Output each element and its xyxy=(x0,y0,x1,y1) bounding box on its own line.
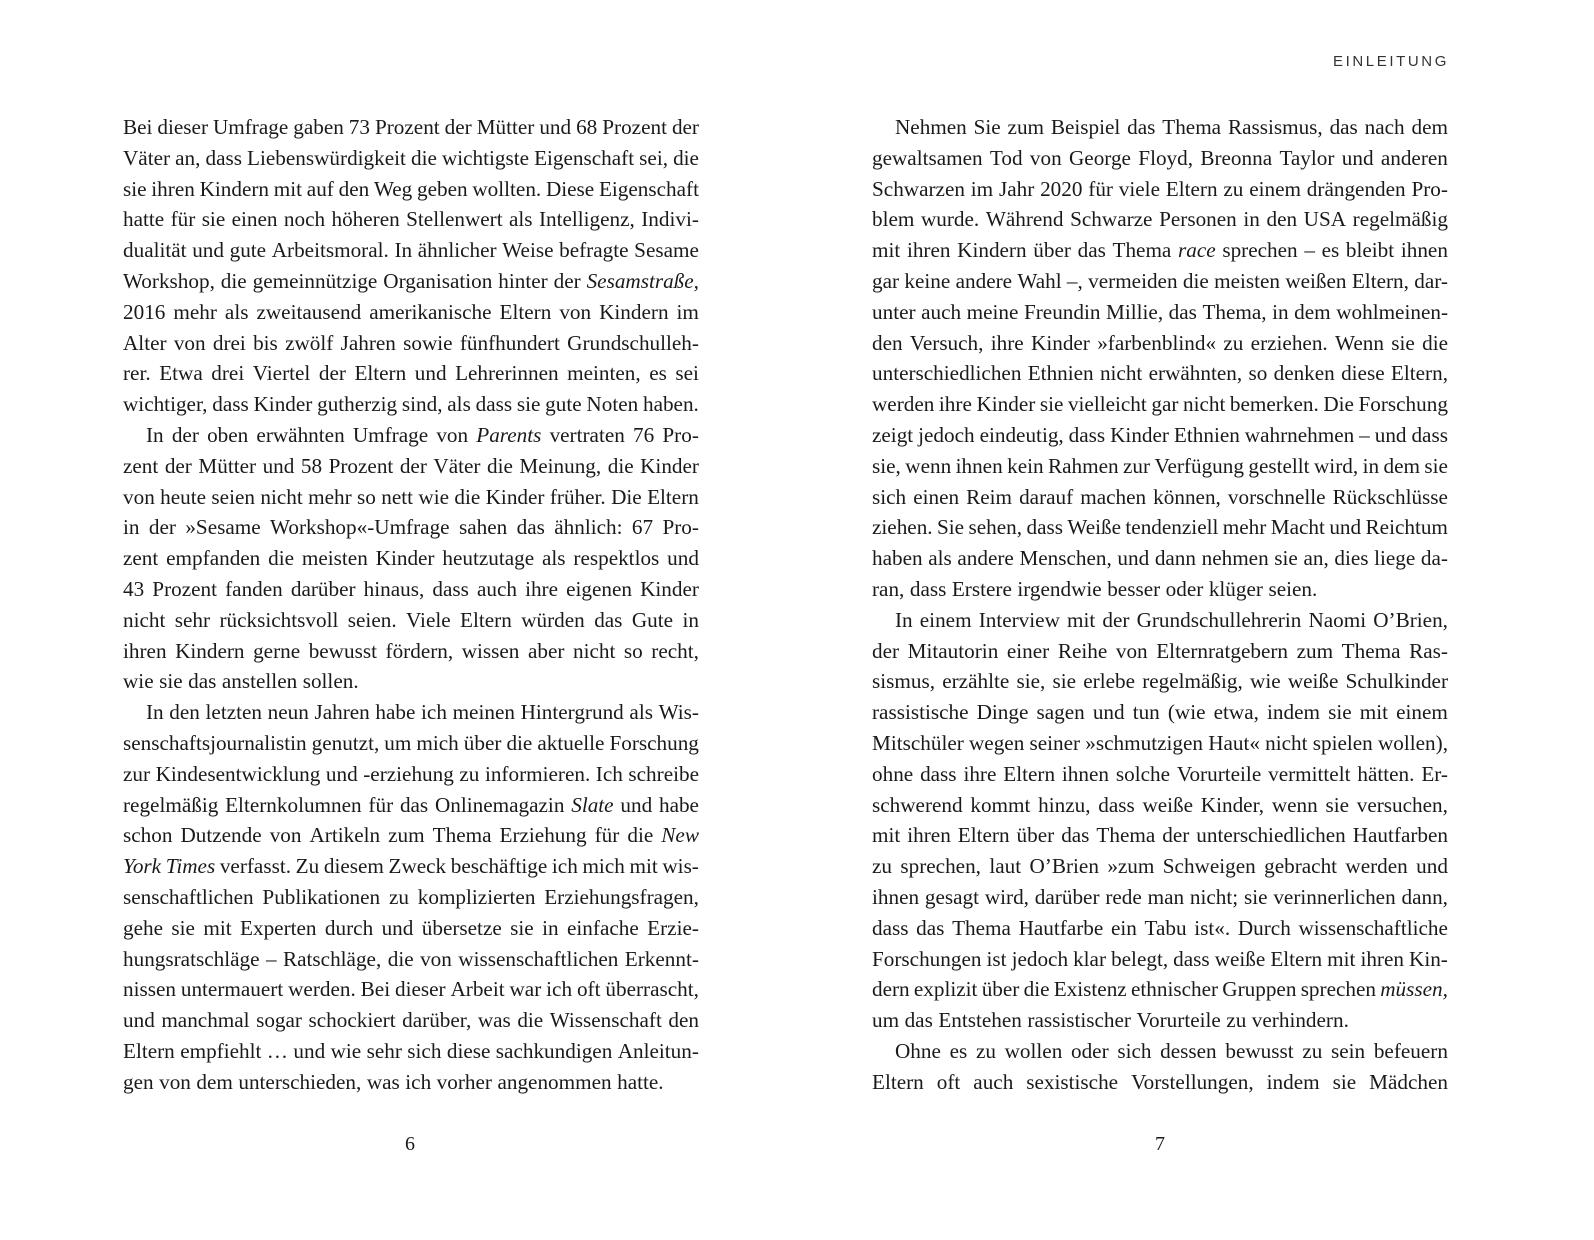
text-line: hungsratschläge – Ratschläge, die von wissenschaftlichen Erkennt- xyxy=(123,946,699,971)
text-line: wie sie das anstellen sollen. xyxy=(123,669,359,694)
text-line: blem wurde. Während Schwarze Personen in den USA regelmäßig xyxy=(872,207,1448,232)
text-line: nicht sehr rücksichtsvoll seien. Viele Eltern würden das Gute in xyxy=(123,607,699,632)
text-line: von heute seien nicht mehr so nett wie die Kinder früher. Die Eltern xyxy=(123,484,699,509)
text-line: ihren Kindern gerne bewusst fördern, wissen aber nicht so recht, xyxy=(123,638,699,663)
text-line: 2016 mehr als zweitausend amerikanische Eltern von Kindern im xyxy=(123,299,699,324)
text-line: Ohne es zu wollen oder sich dessen bewusst zu sein befeuern xyxy=(895,1038,1448,1063)
text-line: senschaftlichen Publikationen zu komplizierten Erziehungsfragen, xyxy=(123,884,699,909)
text-line: unter auch meine Freundin Millie, das Thema, in dem wohlmeinen- xyxy=(872,299,1448,324)
text-line: unterschiedlichen Ethnien nicht erwähnten, so denken diese Eltern, xyxy=(872,361,1448,386)
text-line: ran, dass Erstere irgendwie besser oder klüger seien. xyxy=(872,576,1318,601)
text-line: regelmäßig Elternkolumnen für das Onlinemagazin Slate und habe xyxy=(123,792,699,817)
text-line: Forschungen ist jedoch klar belegt, dass weiße Eltern mit ihren Kin- xyxy=(872,946,1448,971)
text-line: in der »Sesame Workshop«-Umfrage sahen das ähnlich: 67 Pro- xyxy=(123,515,699,540)
text-line: gehe sie mit Experten durch und übersetze sie in einfache Erzie- xyxy=(123,915,699,940)
text-line: zur Kindesentwicklung und -erziehung zu informieren. Ich schreibe xyxy=(123,761,699,786)
text-line: werden ihre Kinder sie vielleicht gar nicht bemerken. Die Forschung xyxy=(872,392,1448,417)
text-line: wichtiger, dass Kinder gutherzig sind, als dass sie gute Noten haben. xyxy=(123,392,699,417)
text-line: rer. Etwa drei Viertel der Eltern und Lehrerinnen meinten, es sei xyxy=(123,361,699,386)
text-line: zu sprechen, laut O’Brien »zum Schweigen gebracht werden und xyxy=(872,854,1448,879)
text-line: mit ihren Eltern über das Thema der unterschiedlichen Hautfarben xyxy=(872,823,1448,848)
text-line: sich einen Reim darauf machen können, vorschnelle Rückschlüsse xyxy=(872,484,1448,509)
text-line: gen von dem unterschieden, was ich vorher angenommen hatte. xyxy=(123,1069,664,1094)
text-line: nissen untermauert werden. Bei dieser Arbeit war ich oft überrascht, xyxy=(123,977,699,1002)
text-line: dern explizit über die Existenz ethnischer Gruppen sprechen müssen, xyxy=(872,977,1448,1002)
text-line: York Times verfasst. Zu diesem Zweck beschäftige ich mich mit wis- xyxy=(123,854,699,879)
text-line: Bei dieser Umfrage gaben 73 Prozent der Mütter und 68 Prozent der xyxy=(123,115,699,139)
body-text xyxy=(123,112,699,1098)
text-line: ihnen gesagt wird, darüber rede man nicht; sie verinnerlichen dann, xyxy=(872,884,1448,909)
body-text xyxy=(872,112,1448,1098)
text-line: Nehmen Sie zum Beispiel das Thema Rassismus, das nach dem xyxy=(895,115,1448,139)
text-line: Schwarzen im Jahr 2020 für viele Eltern zu einem drängenden Pro- xyxy=(872,176,1448,201)
text-line: Alter von drei bis zwölf Jahren sowie fünfhundert Grundschulleh- xyxy=(123,330,699,355)
running-head: EINLEITUNG xyxy=(1332,53,1449,70)
text-line: schwerend kommt hinzu, dass weiße Kinder, wenn sie versuchen, xyxy=(872,792,1448,817)
page-number: 7 xyxy=(1155,1133,1165,1155)
text-line: In der oben erwähnten Umfrage von Parents vertraten 76 Pro- xyxy=(146,422,699,447)
text-line: ohne dass ihre Eltern ihnen solche Vorurteile vermittelt hätten. Er- xyxy=(872,761,1448,786)
text-line: und manchmal sogar schockiert darüber, was die Wissenschaft den xyxy=(123,1008,699,1033)
text-line: um das Entstehen rassistischer Vorurteile zu verhindern. xyxy=(872,1008,1349,1033)
text-line: sismus, erzählte sie, sie erlebe regelmäßig, wie weiße Schulkinder xyxy=(872,669,1448,694)
text-line: 43 Prozent fanden darüber hinaus, dass auch ihre eigenen Kinder xyxy=(123,576,699,601)
text-line: rassistische Dinge sagen und tun (wie etwa, indem sie mit einem xyxy=(872,700,1448,725)
text-line: haben als andere Menschen, und dann nehmen sie an, dies liege da- xyxy=(872,546,1448,571)
text-line: In einem Interview mit der Grundschullehrerin Naomi O’Brien, xyxy=(895,607,1448,632)
text-line: den Versuch, ihre Kinder »farbenblind« zu erziehen. Wenn sie die xyxy=(872,330,1448,355)
text-line: Workshop, die gemeinnützige Organisation hinter der Sesamstraße, xyxy=(123,268,699,293)
page-number: 6 xyxy=(405,1133,415,1155)
text-line: Mitschüler wegen seiner »schmutzigen Haut« nicht spielen wollen), xyxy=(872,730,1448,755)
text-line: gewaltsamen Tod von George Floyd, Breonna Taylor und anderen xyxy=(872,145,1448,170)
text-line: senschaftsjournalistin genutzt, um mich über die aktuelle Forschung xyxy=(123,730,699,755)
text-line: Väter an, dass Liebenswürdigkeit die wichtigste Eigenschaft sei, die xyxy=(123,145,699,170)
text-line: gar keine andere Wahl –, vermeiden die meisten weißen Eltern, dar- xyxy=(872,268,1448,293)
text-line: ziehen. Sie sehen, dass Weiße tendenziell mehr Macht und Reichtum xyxy=(872,515,1448,540)
text-line: zent der Mütter und 58 Prozent der Väter die Meinung, die Kinder xyxy=(123,453,699,478)
text-line: hatte für sie einen noch höheren Stellenwert als Intelligenz, Indivi- xyxy=(123,207,699,232)
text-line: sie ihren Kindern mit auf den Weg geben wollten. Diese Eigenschaft xyxy=(123,176,699,201)
text-line: zeigt jedoch eindeutig, dass Kinder Ethnien wahrnehmen – und dass xyxy=(872,422,1448,447)
text-line: mit ihren Kindern über das Thema race sprechen – es bleibt ihnen xyxy=(872,238,1448,263)
right-page xyxy=(797,0,1594,1240)
text-line: dualität und gute Arbeitsmoral. In ähnlicher Weise befragte Sesame xyxy=(123,238,699,263)
text-line: dass das Thema Hautfarbe ein Tabu ist«. Durch wissenschaftliche xyxy=(872,915,1448,940)
text-line: Eltern empfiehlt … und wie sehr sich diese sachkundigen Anleitun- xyxy=(123,1038,699,1063)
text-line: zent empfanden die meisten Kinder heutzutage als respektlos und xyxy=(123,546,699,571)
text-line: schon Dutzende von Artikeln zum Thema Erziehung für die New xyxy=(123,823,699,848)
text-line: der Mitautorin einer Reihe von Elternratgebern zum Thema Ras- xyxy=(872,638,1448,663)
text-line: Eltern oft auch sexistische Vorstellungen, indem sie Mädchen xyxy=(872,1069,1448,1094)
text-line: sie, wenn ihnen kein Rahmen zur Verfügung gestellt wird, in dem sie xyxy=(872,453,1448,478)
text-line: In den letzten neun Jahren habe ich meinen Hintergrund als Wis- xyxy=(146,700,699,725)
